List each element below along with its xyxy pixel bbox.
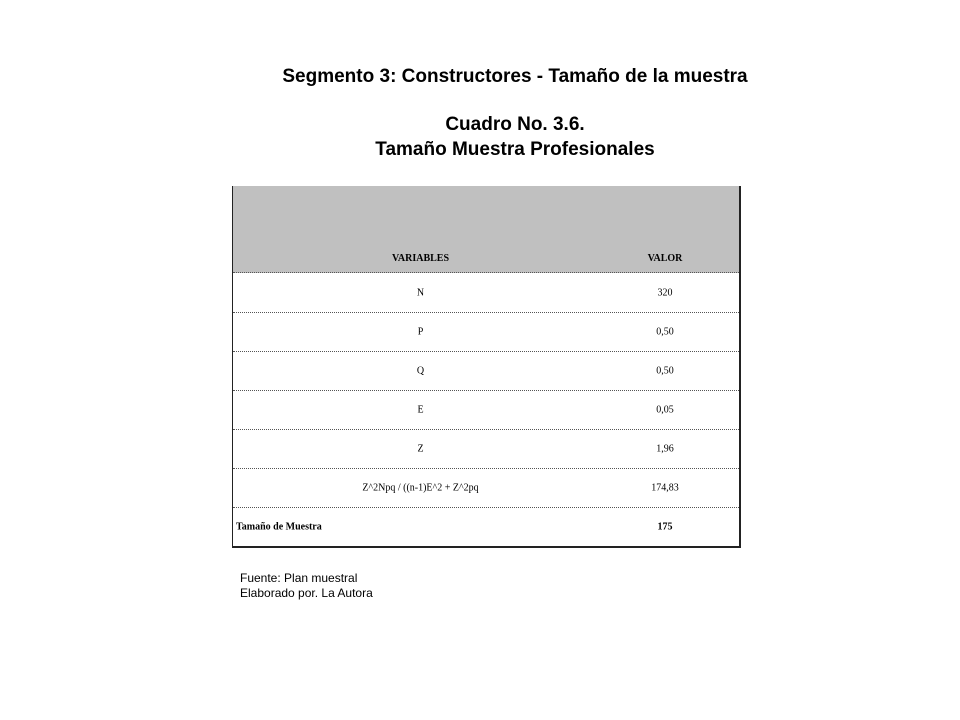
row-variable: Q <box>416 365 425 377</box>
author-note: Elaborado por. La Autora <box>240 586 373 600</box>
headings-block <box>0 64 960 162</box>
header-value: VALOR <box>647 253 683 264</box>
table-number: Cuadro No. 3.6. <box>445 114 585 135</box>
table-notes <box>240 571 373 601</box>
row-value: 0,05 <box>656 404 674 416</box>
row-value: 0,50 <box>656 326 674 338</box>
segment-title: Segmento 3: Constructores - Tamaño de la muestra <box>282 66 748 87</box>
table-row <box>233 352 739 391</box>
row-variable: Z <box>417 443 424 455</box>
total-value: 175 <box>657 521 673 533</box>
table-title: Tamaño Muestra Profesionales <box>375 139 655 160</box>
row-variable: P <box>417 326 424 338</box>
table-row <box>233 273 739 313</box>
table-row <box>233 391 739 430</box>
table-total-row <box>233 508 739 546</box>
table-row <box>233 313 739 352</box>
row-value: 174,83 <box>651 482 679 494</box>
table-row <box>233 469 739 508</box>
header-variables: VARIABLES <box>391 253 450 264</box>
sample-size-table <box>232 186 741 548</box>
row-value: 320 <box>657 287 673 298</box>
source-note: Fuente: Plan muestral <box>240 571 358 585</box>
table-row <box>233 430 739 469</box>
row-value: 0,50 <box>656 365 674 377</box>
row-value: 1,96 <box>656 443 674 455</box>
row-variable: N <box>416 287 425 298</box>
row-variable: Z^2Npq / ((n-1)E^2 + Z^2pq <box>362 482 479 494</box>
total-label: Tamaño de Muestra <box>236 521 322 533</box>
row-variable: E <box>417 404 424 416</box>
table-header <box>233 186 739 273</box>
